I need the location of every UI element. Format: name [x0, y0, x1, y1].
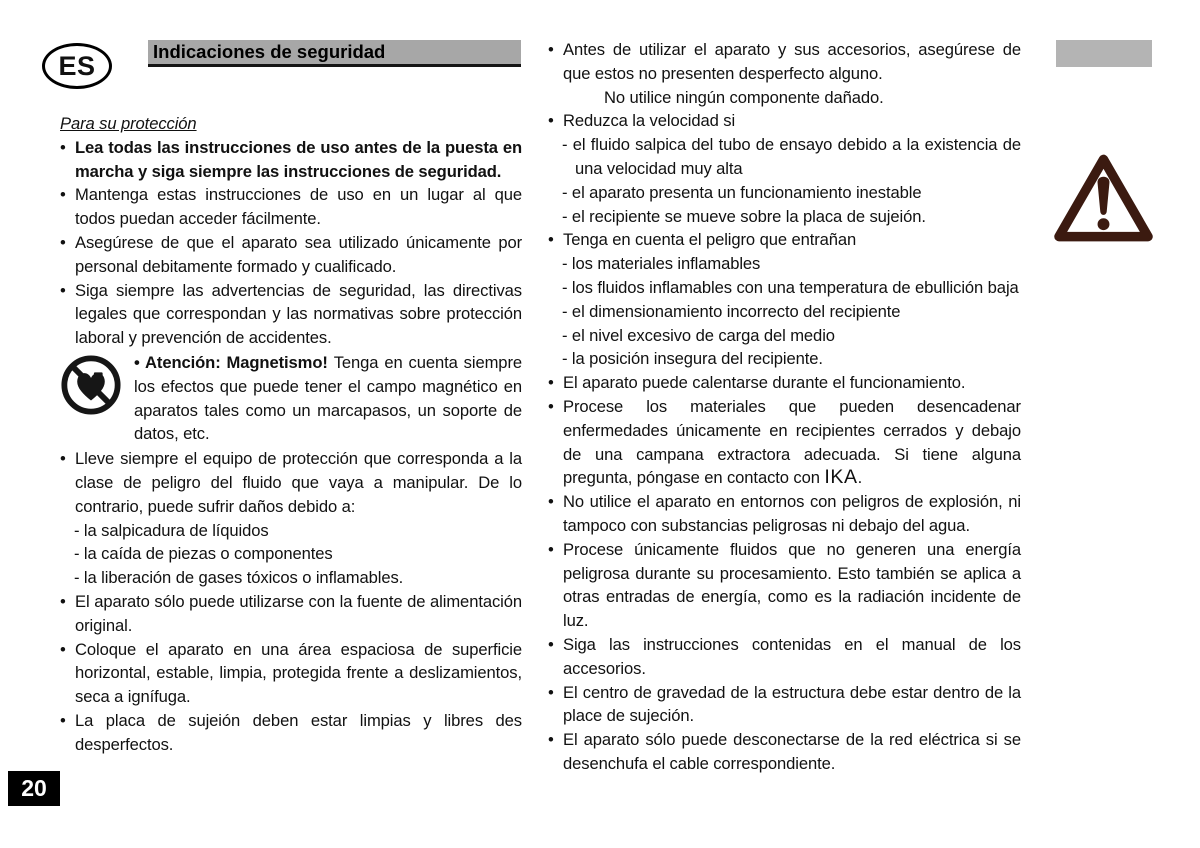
bullet-marker: •	[548, 40, 554, 59]
text-segment: El aparato sólo puede desconectarse de la red eléctrica si se desenchufa el cable correspondiente.	[563, 730, 1021, 773]
bullet-marker: •	[548, 730, 554, 750]
instruction-bullet	[60, 279, 522, 350]
instruction-text	[563, 540, 1021, 630]
instruction-text	[563, 492, 1021, 535]
instruction-text	[75, 592, 522, 635]
instruction-bullet	[548, 681, 1021, 729]
right-column	[548, 38, 1021, 776]
instruction-text	[75, 138, 522, 181]
bullet-marker: •	[548, 396, 554, 416]
text-segment: Procese los materiales que pueden desencadenar enfermedades únicamente en recipientes cerrados y debajo de una campana extractora adecuada. Si tiene alguna pregunta, póngase en contacto con	[563, 396, 1021, 488]
bullet-marker: •	[548, 230, 554, 250]
text-segment: Lea todas las instrucciones de uso antes de la puesta en marcha y siga siempre las instrucciones de seguridad.	[75, 137, 522, 181]
text-segment: IKA	[824, 466, 858, 489]
instruction-bullet	[548, 633, 1021, 681]
warning-triangle-svg	[1054, 150, 1153, 246]
instruction-text	[75, 233, 522, 276]
text-segment: - el recipiente se mueve sobre la placa de sujeión.	[562, 206, 926, 226]
instruction-text	[75, 281, 522, 348]
instruction-text	[563, 111, 735, 130]
bullet-marker: •	[548, 539, 554, 559]
instruction-sub	[548, 324, 1021, 348]
instruction-bullet	[60, 709, 522, 757]
bullet-marker: •	[60, 232, 66, 252]
text-segment: La placa de sujeión deben estar limpias y libres des desperfectos.	[75, 710, 522, 754]
text-segment: Siga las instrucciones contenidas en el manual de los accesorios.	[563, 634, 1021, 678]
bullet-marker: •	[548, 373, 554, 393]
instruction-text	[134, 351, 522, 446]
text-segment: El centro de gravedad de la estructura debe estar dentro de la place de sujeción.	[563, 682, 1021, 726]
instruction-bullet	[60, 447, 522, 518]
section-subtitle	[60, 112, 522, 136]
text-segment: El aparato puede calentarse durante el funcionamiento.	[563, 373, 966, 393]
section-header-bar	[148, 40, 521, 67]
instruction-bullet	[548, 538, 1021, 633]
instruction-sub	[60, 519, 522, 543]
text-segment: El aparato sólo puede utilizarse con la fuente de alimentación original.	[75, 591, 522, 635]
text-segment: Procese únicamente fluidos que no generen una energía peligrosa durante su procesamiento. Esto también se aplica a otras entradas de energía, como es la radiación incidente de luz.	[563, 539, 1021, 631]
bullet-marker: •	[60, 280, 66, 300]
instruction-text	[563, 230, 856, 249]
bullet-marker: •	[60, 449, 66, 469]
instruction-text	[563, 683, 1021, 726]
instruction-bullet	[60, 136, 522, 184]
instruction-text	[563, 397, 1021, 487]
text-segment: - la posición insegura del recipiente.	[562, 349, 823, 369]
instruction-sub	[548, 205, 1021, 229]
text-segment: Tenga en cuenta el peligro que entrañan	[563, 230, 857, 250]
instruction-text	[563, 40, 1021, 83]
instruction-bullet	[548, 395, 1021, 490]
text-segment: Coloque el aparato en una área espaciosa de superficie horizontal, estable, limpia, protegida frente a deslizamientos, seca a ignífuga.	[75, 639, 522, 707]
text-segment: - el fluido salpica del tubo de ensayo debido a la existencia de una velocidad muy alta	[562, 135, 1021, 178]
instruction-text	[75, 449, 522, 516]
text-segment: Tenga en cuenta siempre los efectos que puede tener el campo magnético en aparatos tales como un marcapasos, un soporte de datos, etc.	[134, 352, 522, 444]
instruction-bullet	[60, 231, 522, 279]
text-segment: - el aparato presenta un funcionamiento inestable	[562, 182, 922, 202]
left-column	[60, 112, 522, 757]
instruction-sub	[548, 181, 1021, 205]
instruction-sub	[548, 252, 1021, 276]
instruction-text	[563, 373, 965, 392]
instruction-text	[75, 711, 522, 754]
text-segment: - los fluidos inflamables con una temperatura de ebullición baja	[562, 277, 1019, 297]
instruction-sub	[548, 276, 1021, 300]
instruction-sub	[548, 300, 1021, 324]
instruction-text	[563, 730, 1021, 773]
text-segment: - el nivel excesivo de carga del medio	[562, 325, 835, 345]
instruction-text	[563, 635, 1021, 678]
instruction-bullet	[60, 638, 522, 709]
instruction-bullet	[548, 109, 1021, 133]
instruction-sub	[60, 566, 522, 590]
header-right-block	[1056, 40, 1152, 67]
bullet-marker: •	[60, 639, 66, 659]
text-segment: No utilice ningún componente dañado.	[604, 87, 884, 107]
language-badge	[42, 43, 112, 89]
instruction-bullet	[548, 728, 1021, 776]
bullet-marker: •	[60, 137, 66, 157]
text-segment: Reduzca la velocidad si	[563, 111, 736, 131]
language-badge-label: ES	[58, 50, 96, 81]
bullet-marker: •	[60, 710, 66, 730]
magnetism-prohibition-icon	[60, 351, 122, 413]
instruction-bullet	[548, 371, 1021, 395]
text-segment: Mantenga estas instrucciones de uso en un lugar al que todos puedan acceder fácilmente.	[75, 185, 522, 229]
text-segment: - la liberación de gases tóxicos o inflamables.	[74, 568, 404, 588]
text-segment: .	[857, 468, 863, 488]
instruction-sub	[60, 542, 522, 566]
instruction-bullet	[548, 228, 1021, 252]
instruction-bullet	[60, 590, 522, 638]
text-segment: - la salpicadura de líquidos	[74, 520, 269, 540]
section-title: Indicaciones de seguridad	[153, 41, 386, 62]
instruction-icon-para	[60, 351, 522, 446]
text-segment: Lleve siempre el equipo de protección que corresponda a la clase de peligro del fluido que vaya a manipular. De lo contrario, puede sufrir daños debido a:	[75, 449, 522, 516]
bullet-marker: •	[60, 591, 66, 611]
instruction-bullet	[60, 183, 522, 231]
text-segment: Para su protección	[60, 114, 197, 133]
instruction-text	[75, 640, 522, 707]
page-number	[8, 771, 60, 806]
text-segment: - el dimensionamiento incorrecto del recipiente	[562, 301, 901, 321]
instruction-bullet	[548, 490, 1021, 538]
text-segment: Siga siempre las advertencias de seguridad, las directivas legales que correspondan y las normativas sobre protección laboral y prevención de accidentes.	[75, 280, 522, 348]
text-segment: Antes de utilizar el aparato y sus accesorios, asegúrese de que estos no presenten desperfecto alguno.	[563, 40, 1021, 83]
text-segment: Asegúrese de que el aparato sea utilizado únicamente por personal debitamente formado y cualificado.	[75, 232, 522, 276]
text-segment: No utilice el aparato en entornos con peligros de explosión, ni tampoco con substancias peligrosas ni debajo del agua.	[563, 492, 1021, 535]
instruction-sub	[548, 347, 1021, 371]
bullet-marker: •	[548, 492, 554, 512]
bullet-marker: •	[548, 111, 554, 131]
bullet-marker: •	[548, 634, 554, 654]
instruction-text	[75, 185, 522, 228]
page-number-label: 20	[21, 775, 47, 801]
text-segment: - la caída de piezas o componentes	[74, 544, 333, 564]
warning-triangle-icon	[1054, 150, 1153, 246]
text-segment: - los materiales inflamables	[562, 254, 761, 274]
instruction-bullet	[548, 38, 1021, 86]
text-segment: • Atención: Magnetismo!	[134, 352, 334, 372]
bullet-marker: •	[548, 682, 554, 702]
instruction-sub	[548, 133, 1021, 181]
bullet-marker: •	[60, 185, 66, 205]
instruction-center	[548, 86, 1021, 110]
